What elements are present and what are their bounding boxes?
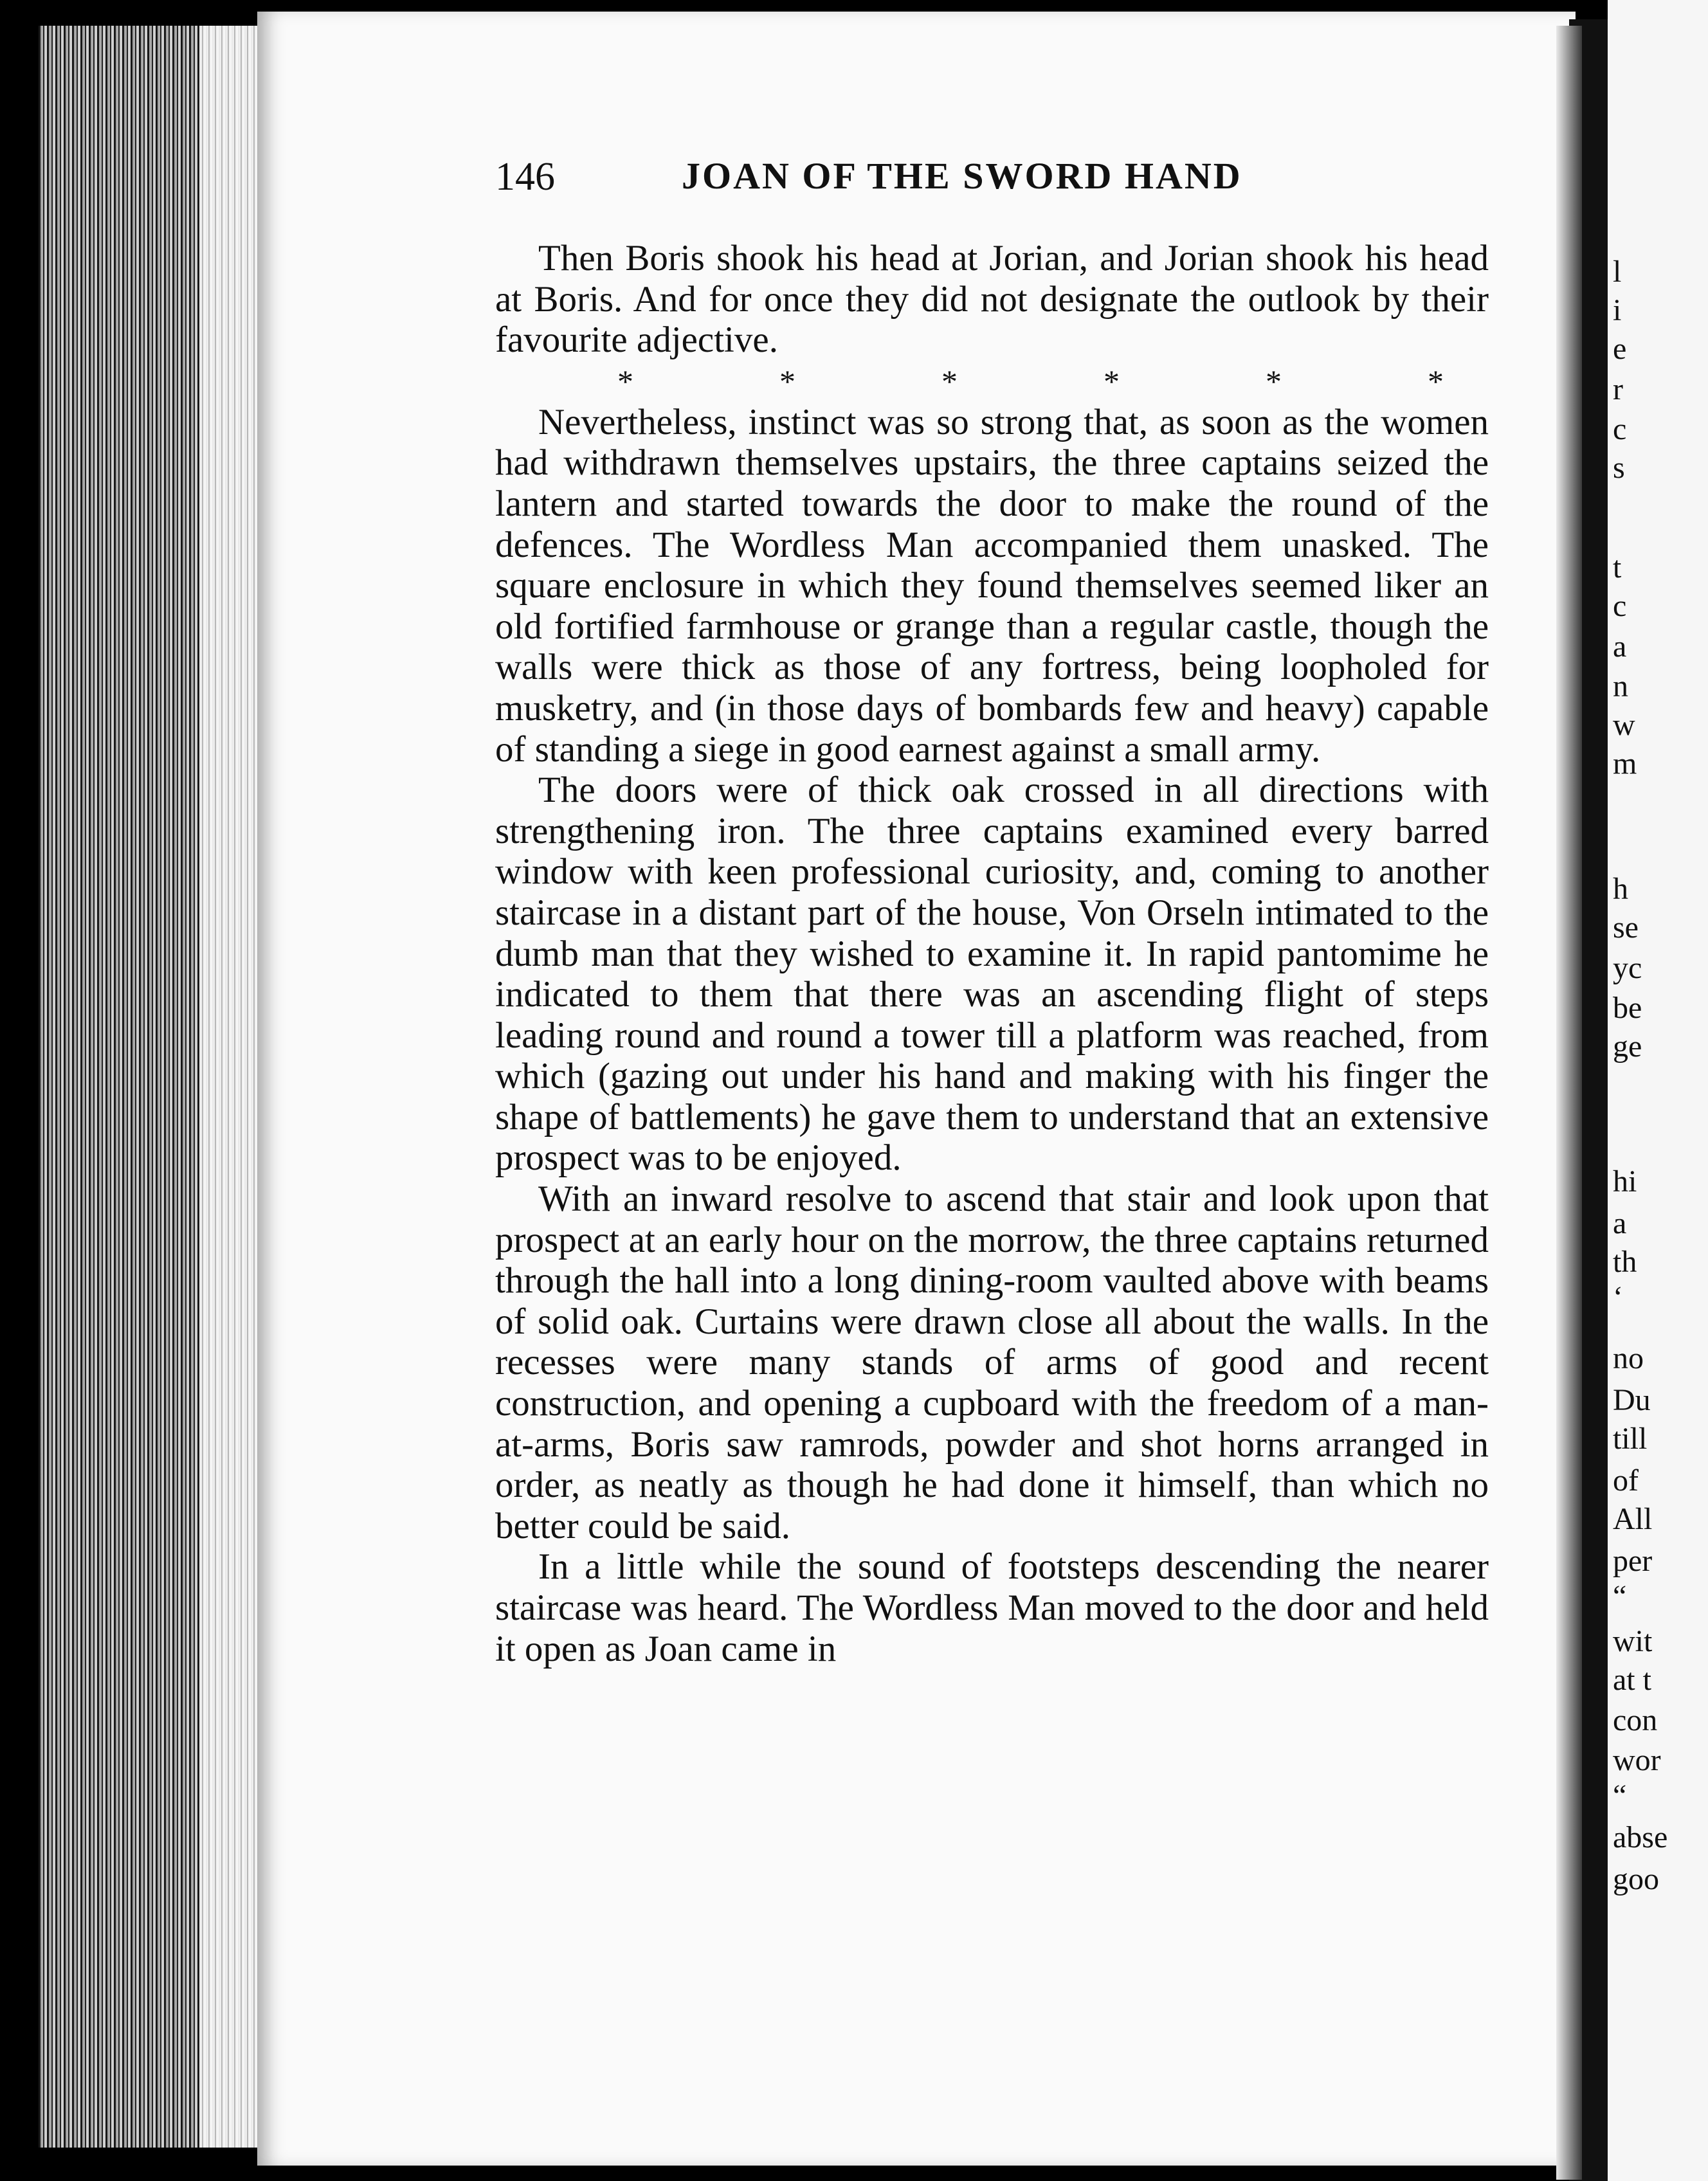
next-page-fragment: s xyxy=(1613,451,1625,485)
next-page-fragment: “ xyxy=(1613,1579,1627,1613)
next-page-fragment: con xyxy=(1613,1703,1658,1737)
next-page-fragment: be xyxy=(1613,991,1642,1025)
paragraph: In a little while the sound of footsteps descending the nearer staircase was heard. The Wordless Man moved to the door and held it open as Joan came in xyxy=(495,1546,1489,1669)
next-page-fragment: Du xyxy=(1613,1383,1651,1417)
asterisk: * xyxy=(1104,363,1120,399)
next-page-fragment: e xyxy=(1613,332,1627,366)
next-page-fragment: a xyxy=(1613,629,1627,664)
next-page-fragment: ‘ xyxy=(1613,1280,1623,1314)
next-page-fragment: wor xyxy=(1613,1743,1661,1777)
next-page-fragment: All xyxy=(1613,1502,1653,1536)
next-page-fragment: h xyxy=(1613,872,1628,906)
section-break-asterisks xyxy=(495,361,1489,402)
asterisk: * xyxy=(1428,363,1444,399)
page-number: 146 xyxy=(495,155,555,199)
next-page-fragment: at t xyxy=(1613,1663,1651,1697)
next-page-fragment: m xyxy=(1613,747,1637,781)
running-head xyxy=(495,154,1498,206)
paragraph: With an inward resolve to ascend that stair and look upon that prospect at an early hour on the morrow, the three captains returned through the hall into a long dining-room vaulted above with beams of solid oak. Curtains were drawn close all about the walls. In the recesses were many stands of arms of good and recent construction, and opening a cupboard with the freedom of a man-at-arms, Boris saw ramrods, powder and shot horns arranged in order, as neatly as though he had done it himself, than which no better could be said. xyxy=(495,1179,1489,1546)
next-page-fragment: i xyxy=(1613,293,1622,327)
next-page-fragment: till xyxy=(1613,1422,1648,1456)
next-page-fragment: w xyxy=(1613,708,1635,742)
next-page-fragment: hi xyxy=(1613,1164,1637,1199)
body-text xyxy=(495,238,1489,1669)
next-page-fragment: abse xyxy=(1613,1820,1668,1854)
book-page-edges xyxy=(39,26,257,2148)
asterisk: * xyxy=(617,363,633,399)
next-page-fragment: l xyxy=(1613,255,1622,289)
next-page-fragment: se xyxy=(1613,910,1639,945)
next-page-fragment: ge xyxy=(1613,1029,1642,1063)
next-page-fragment: t xyxy=(1613,550,1622,584)
spine-shadow xyxy=(1556,26,1582,2180)
next-page-fragment: goo xyxy=(1613,1862,1659,1896)
running-title: JOAN OF THE SWORD HAND xyxy=(682,155,1242,197)
asterisk: * xyxy=(779,363,795,399)
next-page-fragment: a xyxy=(1613,1206,1627,1240)
book-page-edges-inner xyxy=(199,26,257,2148)
next-page-fragment: per xyxy=(1613,1544,1653,1578)
next-page-fragment: c xyxy=(1613,589,1627,623)
next-page-sliver xyxy=(1608,0,1708,2181)
next-page-fragment: of xyxy=(1613,1463,1639,1498)
next-page-fragment: “ xyxy=(1613,1778,1627,1813)
next-page-fragment: c xyxy=(1613,412,1627,446)
paragraph: Nevertheless, instinct was so strong that, as soon as the women had withdrawn themselves upstairs, the three captains seized the lantern and started towards the door to make the round of the defences. The Wordless Man accompanied them unasked. The square enclosure in which they found themselves seemed liker an old fortified farmhouse or grange than a regular castle, though the walls were thick as those of any fortress, being loopholed for musketry, and (in those days of bombards few and heavy) capable of standing a siege in good earnest against a small army. xyxy=(495,401,1489,770)
next-page-fragment: no xyxy=(1613,1341,1644,1375)
asterisk: * xyxy=(941,363,958,399)
next-page-fragment: n xyxy=(1613,669,1628,703)
next-page-fragment: th xyxy=(1613,1245,1637,1279)
next-page-fragment: r xyxy=(1613,372,1623,406)
next-page-fragment: yc xyxy=(1613,951,1642,985)
paragraph: The doors were of thick oak crossed in all directions with strengthening iron. The three captains examined every barred window with keen professional curiosity, and, coming to another staircase in a distant part of the house, Von Orseln intimated to the dumb man that they wished to examine it. In rapid pantomime he indicated to them that there was an ascending flight of steps leading round and round a tower till a platform was reached, from which (gazing out under his hand and making with his finger the shape of battlements) he gave them to understand that an extensive prospect was to be enjoyed. xyxy=(495,770,1489,1179)
paragraph: Then Boris shook his head at Jorian, and Jorian shook his head at Boris. And for once they did not designate the outlook by their favourite adjective. xyxy=(495,238,1489,361)
next-page-fragment: wit xyxy=(1613,1624,1653,1658)
asterisk: * xyxy=(1266,363,1282,399)
